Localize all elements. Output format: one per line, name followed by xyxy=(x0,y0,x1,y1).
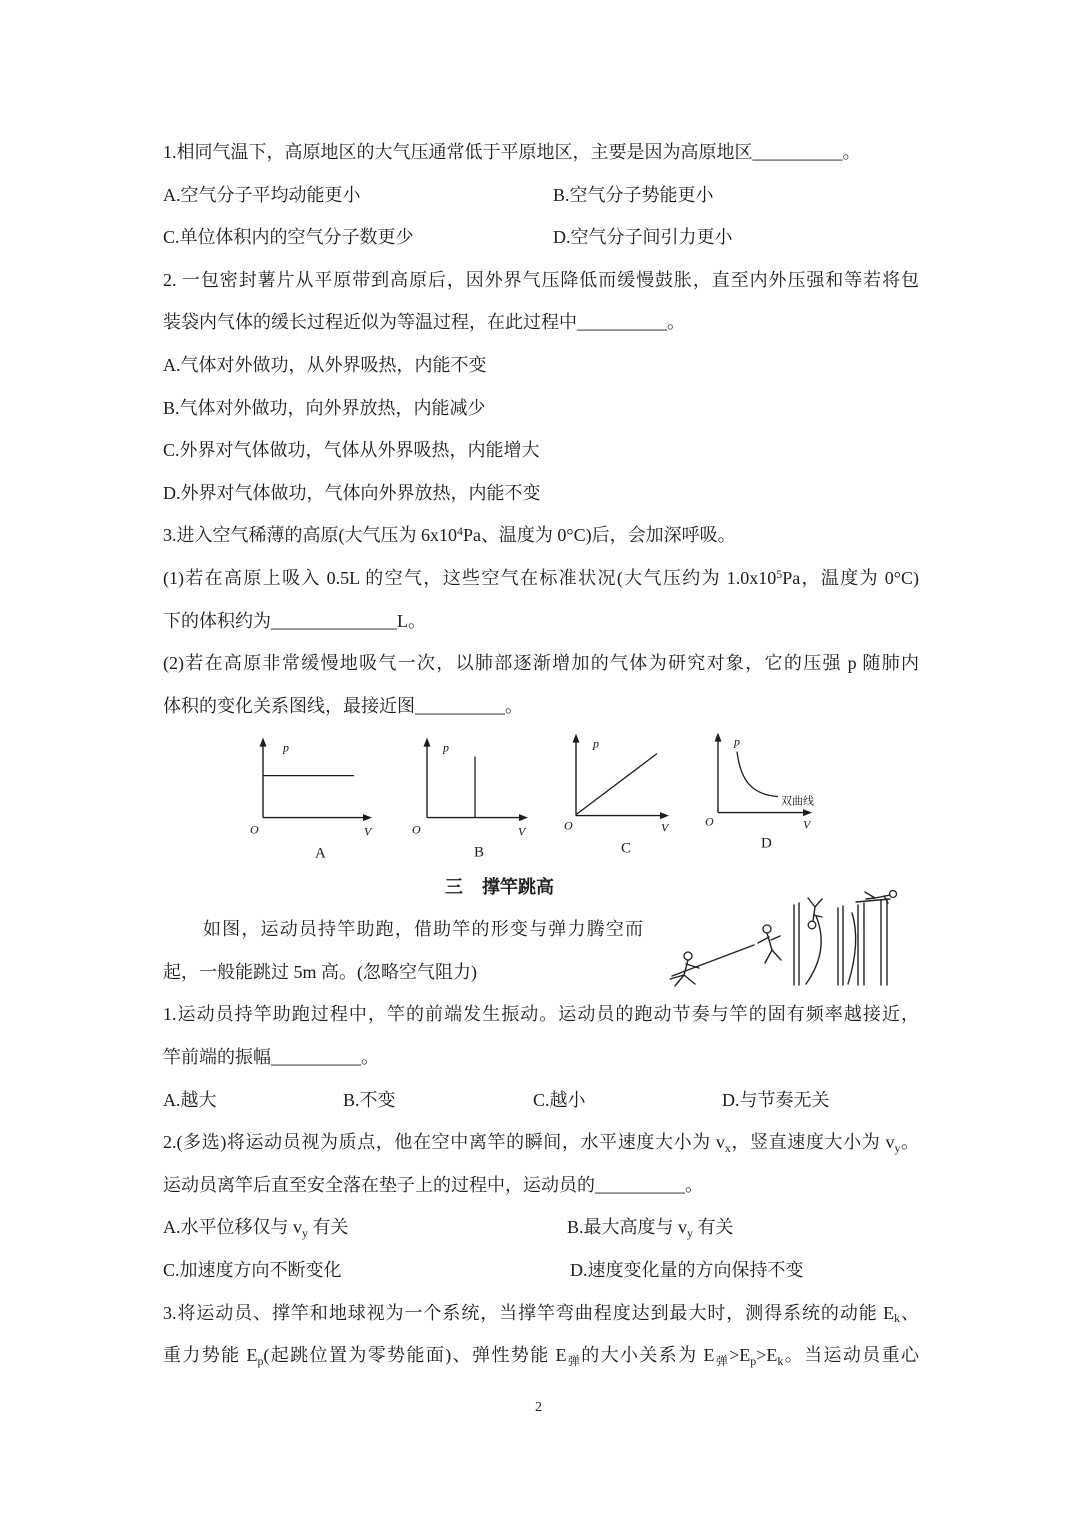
q2-stem-line-1: 2. 一包密封薯片从平原带到高原后，因外界气压降低而缓慢鼓胀，直至内外压强和等若将包 xyxy=(163,269,919,290)
s3-q1-option-c: C.越小 xyxy=(533,1089,586,1110)
q3-stem-exponent: 4 xyxy=(457,524,463,539)
crossbar xyxy=(856,899,890,902)
s3-q2-option-b xyxy=(567,1206,733,1249)
q3-2-line-2: 体积的变化关系图线，最接近图__________。 xyxy=(163,695,523,716)
page-number: 2 xyxy=(535,1400,542,1415)
q1-options-row-1 xyxy=(163,174,919,217)
s3-q2-option-b-text-2: 有关 xyxy=(692,1217,734,1238)
standards xyxy=(794,899,890,985)
section-number: 三 xyxy=(445,876,463,897)
q3-2-line-1: (2)若在高原非常缓慢地吸气一次，以肺部逐渐增加的气体为研究对象，它的压强 p 随肺内 xyxy=(163,653,919,674)
q2-option-c: C.外界对气体做功，气体从外界吸热，内能增大 xyxy=(163,440,540,461)
s3-q2-text-2: ，竖直速度大小为 v xyxy=(730,1132,895,1153)
s3-q2-options-row-2 xyxy=(163,1249,919,1292)
s3-q1-stem-line-2: 竿前端的振幅__________。 xyxy=(163,1046,379,1067)
q2-option-b: B.气体对外做功，向外界放热，内能减少 xyxy=(163,397,486,418)
s3-q3-l2-sub-4: p xyxy=(750,1353,757,1368)
s3-q3-l2-sub-1: p xyxy=(257,1353,264,1368)
q2-stem-line-2: 装袋内气体的缓长过程近似为等温过程，在此过程中__________。 xyxy=(163,312,685,333)
graph-a-axes xyxy=(263,742,368,818)
s3-q3-l1-text-2: 、 xyxy=(900,1302,920,1323)
s3-q2-sub-y: y xyxy=(894,1140,901,1155)
s3-q1-options xyxy=(163,1079,919,1122)
graph-b-y-label: p xyxy=(443,740,450,755)
s3-q2-stem-line-1 xyxy=(163,1121,919,1164)
graph-c-caption: C xyxy=(620,840,631,857)
runner-head xyxy=(684,952,692,960)
standard-pair-1 xyxy=(794,903,799,985)
q1-options-row-2 xyxy=(163,216,919,259)
s3-q2-text-3: 。 xyxy=(900,1132,920,1153)
s3-q1-stem-line-1: 1.运动员持竿助跑过程中，竿的前端发生振动。运动员的跑动节奏与竿的固有频率越接近， xyxy=(163,1004,919,1025)
inverted-head xyxy=(808,921,816,929)
q3-stem xyxy=(163,514,919,557)
intro-line-2: 起，一般能跳过 5m 高。(忽略空气阻力) xyxy=(163,961,477,982)
graph-d-origin: O xyxy=(704,814,714,829)
s3-q2-options-row-1 xyxy=(163,1206,919,1249)
page-content xyxy=(163,131,919,1377)
graph-c-line xyxy=(576,754,657,815)
graph-d xyxy=(705,733,814,852)
s3-q3-stem-line-1 xyxy=(163,1292,919,1335)
standard-pair-4 xyxy=(881,899,887,985)
s3-q3-l2-sub-5: k xyxy=(777,1353,784,1368)
graph-a-x-label: V xyxy=(364,824,372,839)
graph-b-x-arrow xyxy=(519,814,528,821)
s3-q3-stem-line-2 xyxy=(163,1334,919,1377)
q3-1-line-1 xyxy=(163,557,919,600)
vaulter-takeoff-figure xyxy=(758,925,781,963)
graph-c xyxy=(564,734,670,857)
section-title: 撑竿跳高 xyxy=(482,876,554,897)
standard-pair-3 xyxy=(858,903,864,985)
graph-a-origin: O xyxy=(250,822,259,837)
clearing-head xyxy=(890,891,897,898)
s3-q2-option-a-text-1: A.水平位移仅与 v xyxy=(163,1217,302,1238)
q3-stem-text-1: 3.进入空气稀薄的高原(大气压为 6x10 xyxy=(163,525,457,546)
pole-straight xyxy=(672,945,754,976)
graph-b-origin: O xyxy=(412,822,421,837)
s3-q3-l2-text-1: 重力势能 E xyxy=(163,1345,258,1366)
graph-d-x-arrow xyxy=(803,809,812,816)
s3-q3-l2-text-6: 。当运动员重心 xyxy=(783,1345,920,1366)
standard-pair-2 xyxy=(838,906,843,985)
graph-a-caption: A xyxy=(315,845,326,862)
q2-option-d: D.外界对气体做功，气体向外界放热，内能不变 xyxy=(163,482,541,503)
graph-d-y-label: p xyxy=(733,734,740,749)
graph-d-hyperbola xyxy=(737,752,778,797)
q1-stem: 1.相同气温下，高原地区的大气压通常低于平原地区，主要是因为高原地区__________。 xyxy=(163,142,861,162)
s3-q2-option-a-text-2: 有关 xyxy=(307,1217,349,1238)
vaulter-inverted-figure xyxy=(808,898,822,929)
graph-a-y-label: p xyxy=(283,740,290,755)
s3-q1-option-d: D.与节奏无关 xyxy=(722,1089,830,1110)
graph-c-origin: O xyxy=(563,818,573,833)
s3-q2-option-b-sub: y xyxy=(687,1226,693,1241)
runner-body xyxy=(670,960,699,986)
q3-1-text-2: Pa，温度为 0°C) xyxy=(782,567,919,588)
s3-q2-text-1: 2.(多选)将运动员视为质点，他在空中离竿的瞬间，水平速度大小为 v xyxy=(163,1132,725,1153)
s3-q2-option-d: D.速度变化量的方向保持不变 xyxy=(570,1259,804,1280)
intro-line-1: 如图，运动员持竿助跑，借助竿的形变与弹力腾空而 xyxy=(203,919,643,940)
runner-figure xyxy=(670,952,699,986)
pole-bent-2 xyxy=(848,913,856,984)
q2-option-a: A.气体对外做功，从外界吸热，内能不变 xyxy=(163,354,487,375)
q3-1-text-1: (1)若在高原上吸入 0.5L 的空气，这些空气在标准状况(大气压约为 1.0x10 xyxy=(163,567,777,588)
s3-q3-l1-text-1: 3.将运动员、撑竿和地球视为一个系统，当撑竿弯曲程度达到最大时，测得系统的动能 E xyxy=(163,1302,895,1323)
s3-q1-option-a: A.越大 xyxy=(163,1089,217,1110)
graph-c-x-arrow xyxy=(660,812,669,819)
pole-vault-illustration xyxy=(655,888,920,993)
s3-q2-option-b-text-1: B.最大高度与 v xyxy=(567,1217,688,1238)
graph-c-y-label: p xyxy=(592,736,599,751)
s3-q3-l2-text-5: >E xyxy=(756,1345,778,1366)
s3-q3-l2-text-4: >E xyxy=(729,1345,751,1366)
q3-stem-text-2: Pa、温度为 0°C)后，会加深呼吸。 xyxy=(462,525,736,546)
graph-d-curve-note: 双曲线 xyxy=(780,794,814,808)
q1-option-d: D.空气分子间引力更小 xyxy=(553,227,733,248)
q3-pv-graphs xyxy=(163,727,919,865)
graph-b-x-label: V xyxy=(518,824,526,839)
q1-option-b: B.空气分子势能更小 xyxy=(553,184,714,205)
s3-q2-option-c: C.加速度方向不断变化 xyxy=(163,1259,342,1280)
graph-c-y-arrow xyxy=(572,734,579,743)
q1-option-a: A.空气分子平均动能更小 xyxy=(163,184,361,205)
s3-q2-stem-line-2: 运动员离竿后直至安全落在垫子上的过程中，运动员的__________。 xyxy=(163,1174,703,1195)
s3-q3-l2-text-2: (起跳位置为零势能面)、弹性势能 E xyxy=(263,1345,567,1366)
graph-a xyxy=(250,738,373,862)
q3-1-exponent: 5 xyxy=(776,567,783,581)
vaulter-head xyxy=(763,925,771,933)
s3-q3-l2-sub-2: 弹 xyxy=(566,1353,582,1368)
graph-b-caption: B xyxy=(474,844,485,861)
graph-d-caption: D xyxy=(760,835,772,852)
graph-b-y-arrow xyxy=(424,738,431,747)
graph-a-x-arrow xyxy=(363,814,372,821)
s3-q1-option-b: B.不变 xyxy=(343,1089,396,1110)
q3-1-line-2: 下的体积约为______________L。 xyxy=(163,610,426,631)
q1-option-c: C.单位体积内的空气分子数更少 xyxy=(163,227,414,248)
s3-q3-l1-sub-k: k xyxy=(894,1311,901,1326)
s3-q2-option-a xyxy=(163,1206,348,1249)
s3-q3-l2-text-3: 的大小关系为 E xyxy=(581,1345,715,1366)
graph-b xyxy=(412,738,528,861)
vaulter-body xyxy=(758,933,781,963)
graph-d-x-label: V xyxy=(802,817,811,832)
inverted-body xyxy=(808,898,822,921)
s3-q2-sub-x: x xyxy=(724,1140,731,1155)
graph-a-y-arrow xyxy=(260,738,267,747)
s3-q3-l2-sub-3: 弹 xyxy=(714,1353,730,1368)
s3-q2-option-a-sub: y xyxy=(302,1226,308,1241)
graph-d-y-arrow xyxy=(714,733,721,742)
graph-c-x-label: V xyxy=(660,820,669,835)
